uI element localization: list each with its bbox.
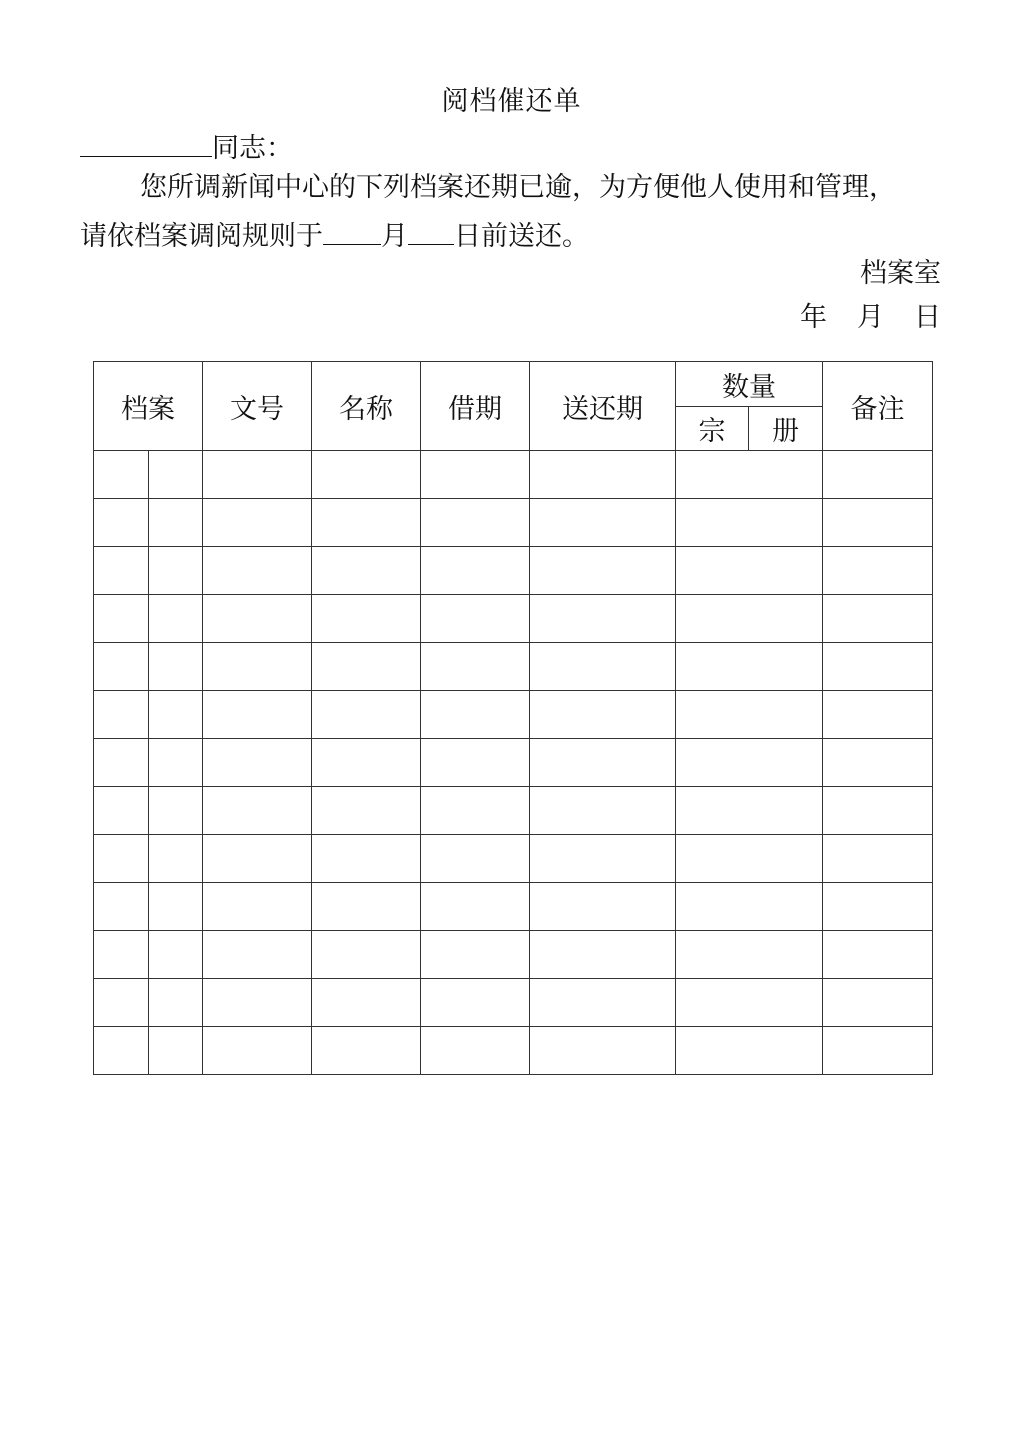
cell-return-date[interactable] [530, 883, 676, 931]
cell-name[interactable] [312, 595, 421, 643]
cell-remarks[interactable] [823, 835, 933, 883]
cell-quantity[interactable] [676, 1027, 823, 1075]
cell-doc-no[interactable] [203, 547, 312, 595]
cell-archive-a[interactable] [94, 451, 149, 499]
table-row [94, 643, 933, 691]
cell-remarks[interactable] [823, 643, 933, 691]
salutation-suffix: 同志： [212, 133, 293, 164]
header-quantity-zong: 宗 [676, 407, 749, 451]
cell-return-date[interactable] [530, 547, 676, 595]
cell-archive-a[interactable] [94, 883, 149, 931]
cell-borrow-date[interactable] [421, 883, 530, 931]
header-doc-no: 文号 [203, 362, 312, 451]
cell-return-date[interactable] [530, 499, 676, 547]
cell-archive-a[interactable] [94, 643, 149, 691]
cell-quantity[interactable] [676, 787, 823, 835]
cell-name[interactable] [312, 883, 421, 931]
cell-remarks[interactable] [823, 979, 933, 1027]
signature-date [800, 298, 941, 338]
header-quantity-ce: 册 [749, 407, 823, 451]
table-row [94, 1027, 933, 1075]
cell-return-date[interactable] [530, 739, 676, 787]
cell-borrow-date[interactable] [421, 595, 530, 643]
cell-archive-a[interactable] [94, 739, 149, 787]
cell-archive-a[interactable] [94, 691, 149, 739]
cell-borrow-date[interactable] [421, 979, 530, 1027]
header-return-date: 送还期 [530, 362, 676, 451]
table-body [94, 451, 933, 1075]
cell-name[interactable] [312, 691, 421, 739]
cell-remarks[interactable] [823, 547, 933, 595]
cell-name[interactable] [312, 1027, 421, 1075]
signature-month: 月 [857, 302, 884, 333]
cell-remarks[interactable] [823, 691, 933, 739]
cell-doc-no[interactable] [203, 1027, 312, 1075]
cell-remarks[interactable] [823, 1027, 933, 1075]
header-remarks: 备注 [823, 362, 933, 451]
cell-remarks[interactable] [823, 499, 933, 547]
cell-return-date[interactable] [530, 643, 676, 691]
return-month-blank[interactable] [323, 214, 381, 245]
cell-archive-a[interactable] [94, 595, 149, 643]
table-row [94, 739, 933, 787]
month-char: 月 [381, 221, 408, 252]
cell-quantity[interactable] [676, 835, 823, 883]
cell-quantity[interactable] [676, 547, 823, 595]
notice-body-prefix: 请依档案调阅规则于 [80, 221, 323, 252]
cell-remarks[interactable] [823, 451, 933, 499]
cell-doc-no[interactable] [203, 787, 312, 835]
cell-return-date[interactable] [530, 595, 676, 643]
cell-name[interactable] [312, 931, 421, 979]
cell-borrow-date[interactable] [421, 787, 530, 835]
cell-archive-a[interactable] [94, 979, 149, 1027]
cell-archive-b[interactable] [149, 835, 203, 883]
cell-name[interactable] [312, 547, 421, 595]
cell-return-date[interactable] [530, 1027, 676, 1075]
header-name: 名称 [312, 362, 421, 451]
cell-quantity[interactable] [676, 451, 823, 499]
cell-archive-b[interactable] [149, 787, 203, 835]
notice-body-line-1: 您所调新闻中心的下列档案还期已逾，为方便他人使用和管理， [140, 172, 896, 203]
header-quantity: 数量 [676, 362, 823, 407]
table-row [94, 979, 933, 1027]
cell-name[interactable] [312, 787, 421, 835]
cell-doc-no[interactable] [203, 691, 312, 739]
table-row [94, 931, 933, 979]
cell-borrow-date[interactable] [421, 739, 530, 787]
cell-borrow-date[interactable] [421, 643, 530, 691]
cell-borrow-date[interactable] [421, 835, 530, 883]
cell-archive-b[interactable] [149, 499, 203, 547]
table-row [94, 835, 933, 883]
cell-name[interactable] [312, 835, 421, 883]
cell-quantity[interactable] [676, 979, 823, 1027]
cell-borrow-date[interactable] [421, 1027, 530, 1075]
cell-borrow-date[interactable] [421, 451, 530, 499]
cell-archive-b[interactable] [149, 595, 203, 643]
cell-archive-a[interactable] [94, 1027, 149, 1075]
cell-return-date[interactable] [530, 691, 676, 739]
cell-doc-no[interactable] [203, 451, 312, 499]
cell-doc-no[interactable] [203, 643, 312, 691]
cell-name[interactable] [312, 643, 421, 691]
table-row [94, 595, 933, 643]
day-char: 日前送还。 [454, 221, 589, 252]
cell-quantity[interactable] [676, 595, 823, 643]
cell-remarks[interactable] [823, 739, 933, 787]
cell-remarks[interactable] [823, 931, 933, 979]
cell-archive-a[interactable] [94, 835, 149, 883]
cell-quantity[interactable] [676, 691, 823, 739]
header-borrow-date: 借期 [421, 362, 530, 451]
cell-remarks[interactable] [823, 883, 933, 931]
document-title: 阅档催还单 [441, 86, 582, 117]
return-day-blank[interactable] [408, 214, 454, 245]
salutation-line [80, 126, 293, 169]
cell-archive-b[interactable] [149, 451, 203, 499]
cell-quantity[interactable] [676, 883, 823, 931]
cell-return-date[interactable] [530, 835, 676, 883]
cell-return-date[interactable] [530, 451, 676, 499]
cell-archive-a[interactable] [94, 931, 149, 979]
cell-return-date[interactable] [530, 979, 676, 1027]
cell-quantity[interactable] [676, 931, 823, 979]
cell-archive-b[interactable] [149, 1027, 203, 1075]
cell-remarks[interactable] [823, 595, 933, 643]
cell-doc-no[interactable] [203, 883, 312, 931]
cell-doc-no[interactable] [203, 835, 312, 883]
cell-return-date[interactable] [530, 931, 676, 979]
cell-borrow-date[interactable] [421, 931, 530, 979]
cell-quantity[interactable] [676, 499, 823, 547]
signature-year: 年 [800, 302, 827, 333]
cell-name[interactable] [312, 979, 421, 1027]
table-row [94, 499, 933, 547]
cell-archive-b[interactable] [149, 643, 203, 691]
cell-name[interactable] [312, 499, 421, 547]
cell-archive-b[interactable] [149, 979, 203, 1027]
cell-name[interactable] [312, 451, 421, 499]
notice-body-line-2 [80, 214, 589, 257]
cell-doc-no[interactable] [203, 595, 312, 643]
signature-day: 日 [914, 302, 941, 333]
signature-office: 档案室 [860, 258, 941, 289]
cell-doc-no[interactable] [203, 739, 312, 787]
cell-remarks[interactable] [823, 787, 933, 835]
table-row [94, 451, 933, 499]
table-row [94, 547, 933, 595]
cell-quantity[interactable] [676, 739, 823, 787]
overdue-archives-table [93, 361, 933, 1075]
cell-borrow-date[interactable] [421, 691, 530, 739]
cell-archive-b[interactable] [149, 931, 203, 979]
cell-archive-a[interactable] [94, 787, 149, 835]
recipient-name-blank[interactable] [80, 126, 212, 157]
cell-doc-no[interactable] [203, 499, 312, 547]
header-archive: 档案 [94, 362, 203, 451]
cell-archive-b[interactable] [149, 691, 203, 739]
cell-borrow-date[interactable] [421, 499, 530, 547]
cell-doc-no[interactable] [203, 931, 312, 979]
cell-archive-a[interactable] [94, 547, 149, 595]
table-row [94, 691, 933, 739]
table-row [94, 883, 933, 931]
cell-archive-a[interactable] [94, 499, 149, 547]
cell-name[interactable] [312, 739, 421, 787]
cell-archive-b[interactable] [149, 883, 203, 931]
cell-archive-b[interactable] [149, 547, 203, 595]
cell-quantity[interactable] [676, 643, 823, 691]
cell-borrow-date[interactable] [421, 547, 530, 595]
table-row [94, 787, 933, 835]
cell-return-date[interactable] [530, 787, 676, 835]
cell-archive-b[interactable] [149, 739, 203, 787]
cell-doc-no[interactable] [203, 979, 312, 1027]
